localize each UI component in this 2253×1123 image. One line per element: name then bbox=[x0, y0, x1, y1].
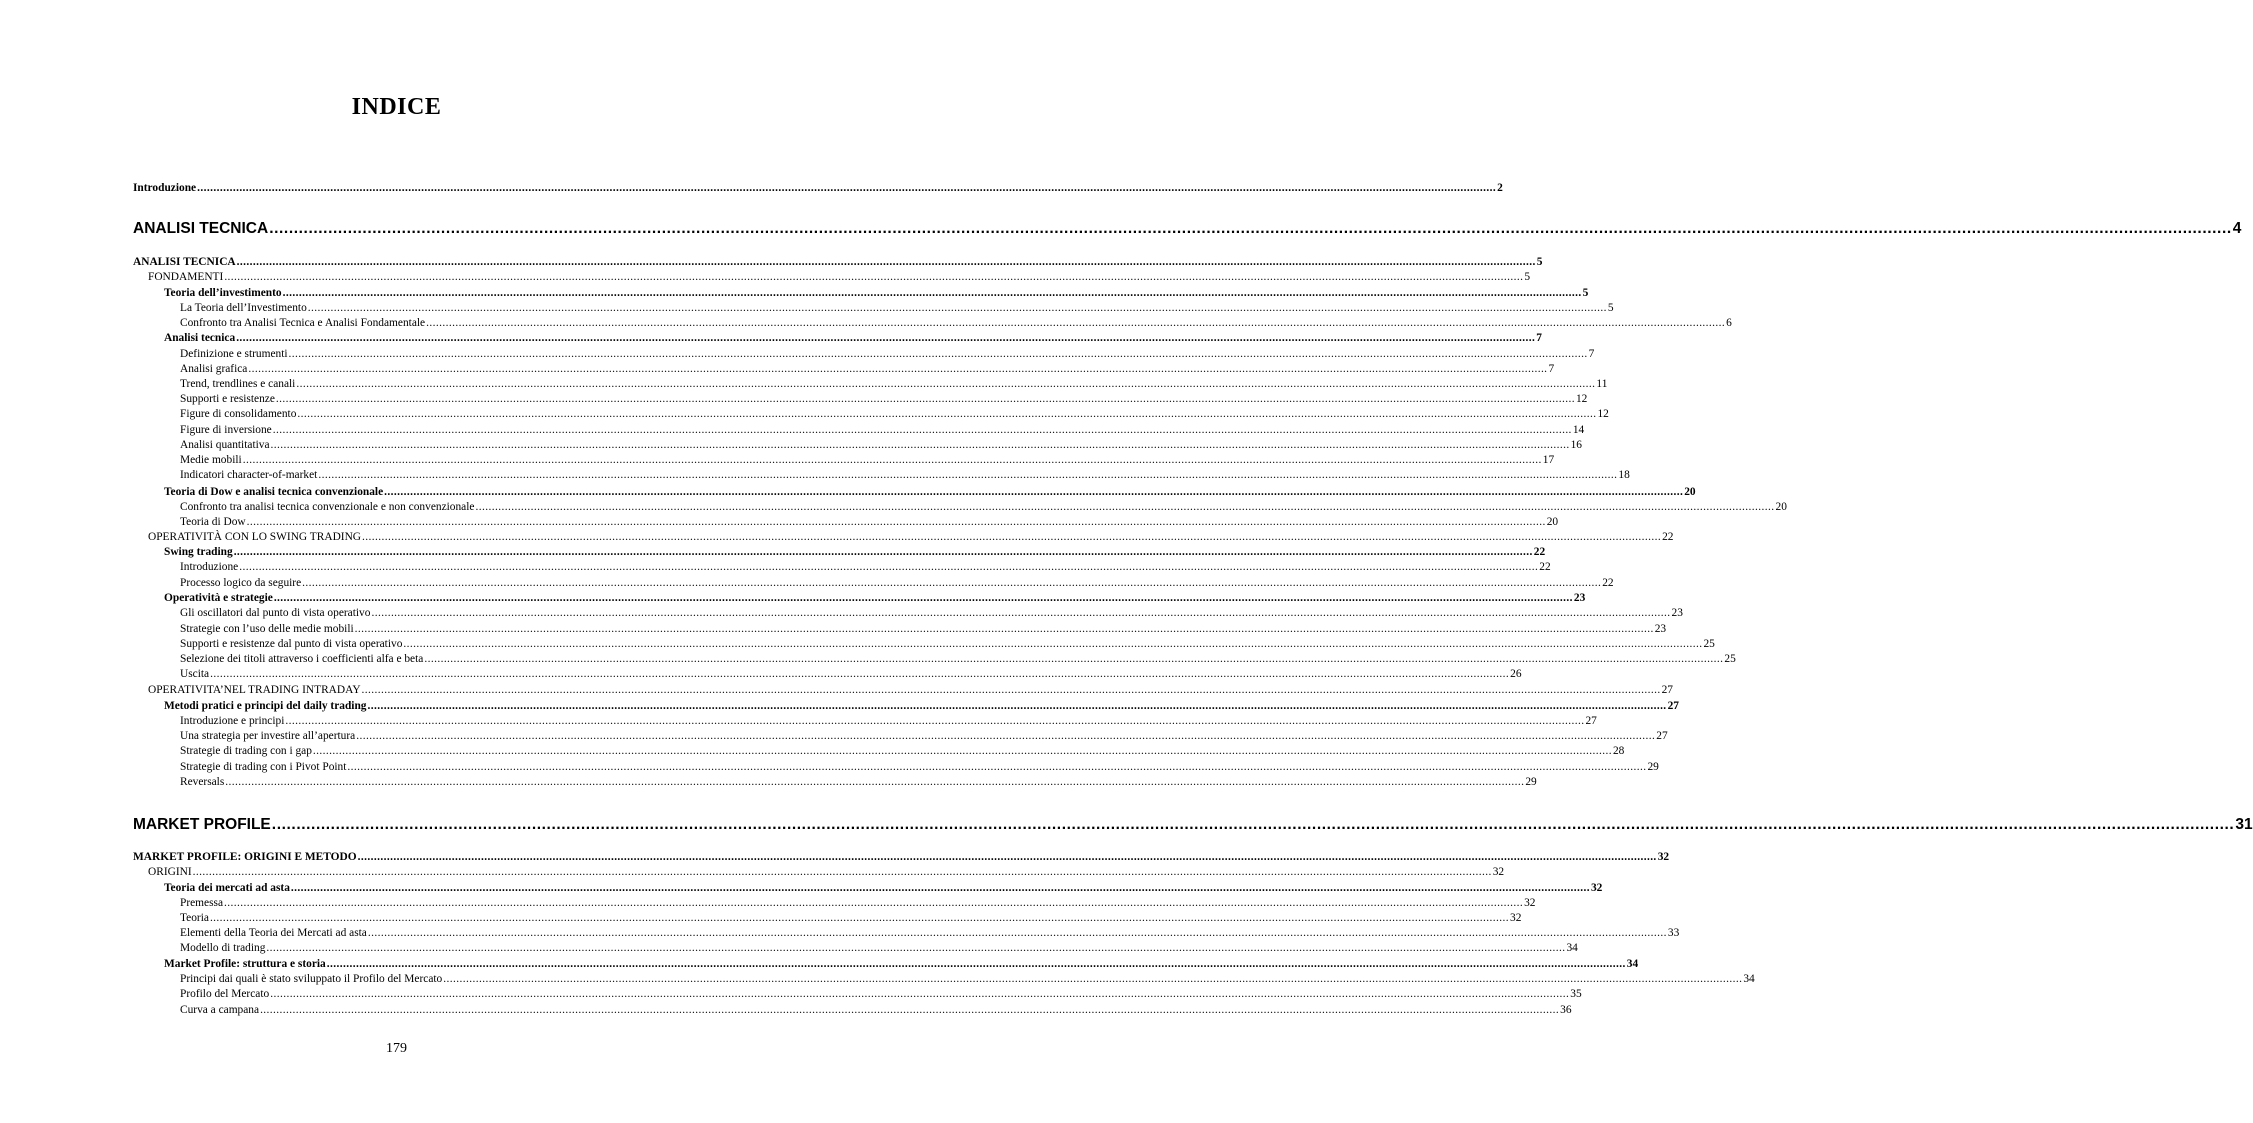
toc-entry[interactable] bbox=[148, 270, 1531, 284]
toc-leader-dots: ................................................................................................................................................................................................................................................................................................................................................................................................................ bbox=[271, 816, 2235, 833]
toc-entry-page: 22 bbox=[1533, 546, 1546, 558]
toc-leader-dots: ................................................................................................................................................................................................................................................................................................................................................................................................................ bbox=[192, 866, 1492, 878]
toc-entry-page: 22 bbox=[1539, 561, 1551, 573]
toc-entry-title: Profilo del Mercato bbox=[180, 988, 270, 1000]
toc-entry[interactable] bbox=[180, 729, 1668, 743]
toc-entry[interactable] bbox=[164, 545, 1546, 559]
toc-entry[interactable] bbox=[180, 362, 1555, 376]
toc-entry-title: Una strategia per investire all’apertura bbox=[180, 730, 356, 742]
toc-entry-title: Figure di inversione bbox=[180, 424, 272, 436]
toc-entry-title: Introduzione bbox=[180, 561, 239, 573]
toc-leader-dots: ................................................................................................................................................................................................................................................................................................................................................................................................................ bbox=[248, 363, 1548, 375]
toc-entry-page: 5 bbox=[1607, 302, 1614, 314]
toc-leader-dots: ................................................................................................................................................................................................................................................................................................................................................................................................................ bbox=[272, 424, 1572, 436]
toc-entry-page: 12 bbox=[1575, 393, 1588, 405]
toc-entry-title: Gli oscillatori dal punto di vista operativo bbox=[180, 607, 371, 619]
toc-leader-dots: ................................................................................................................................................................................................................................................................................................................................................................................................................ bbox=[288, 348, 1588, 360]
toc-entry-page: 34 bbox=[1626, 958, 1639, 970]
toc-entry[interactable] bbox=[180, 972, 1755, 986]
toc-entry-title: Figure di consolidamento bbox=[180, 408, 297, 420]
toc-entry-page: 20 bbox=[1684, 486, 1696, 498]
toc-leader-dots: ................................................................................................................................................................................................................................................................................................................................................................................................................ bbox=[197, 182, 1497, 194]
toc-entry-page: 32 bbox=[1492, 866, 1505, 878]
toc-entry-page: 6 bbox=[1726, 317, 1732, 329]
toc-entry[interactable] bbox=[180, 744, 1625, 758]
toc-entry[interactable] bbox=[180, 652, 1736, 666]
toc-entry-title: Confronto tra Analisi Tecnica e Analisi Fondamentale bbox=[180, 317, 426, 329]
toc-leader-dots: ................................................................................................................................................................................................................................................................................................................................................................................................................ bbox=[260, 1004, 1560, 1016]
toc-leader-dots: ................................................................................................................................................................................................................................................................................................................................................................................................................ bbox=[347, 761, 1647, 773]
toc-entry[interactable] bbox=[148, 683, 1673, 697]
toc-entry-title: FONDAMENTI bbox=[148, 271, 224, 283]
toc-entry[interactable] bbox=[180, 714, 1597, 728]
toc-leader-dots: ................................................................................................................................................................................................................................................................................................................................................................................................................ bbox=[367, 927, 1667, 939]
toc-entry-page: 18 bbox=[1618, 469, 1630, 481]
page-title: INDICE bbox=[351, 94, 442, 120]
toc-entry-page: 27 bbox=[1667, 700, 1679, 712]
toc-entry[interactable] bbox=[148, 865, 1505, 879]
toc-entry[interactable] bbox=[148, 530, 1674, 544]
toc-entry-title: OPERATIVITA’NEL TRADING INTRADAY bbox=[148, 684, 361, 696]
toc-entry[interactable] bbox=[180, 775, 1537, 789]
toc-entry[interactable] bbox=[180, 941, 1578, 955]
toc-entry-title: Teoria bbox=[180, 912, 209, 924]
toc-entry-page: 32 bbox=[1510, 912, 1522, 924]
toc-entry-page: 23 bbox=[1573, 592, 1586, 604]
toc-leader-dots: ................................................................................................................................................................................................................................................................................................................................................................................................................ bbox=[443, 973, 1743, 985]
toc-entry-page: 29 bbox=[1647, 761, 1659, 773]
toc-entry-title: Analisi grafica bbox=[180, 363, 248, 375]
toc-entry-title: Teoria di Dow e analisi tecnica convenzionale bbox=[164, 486, 384, 498]
toc-entry-title: Analisi quantitativa bbox=[180, 439, 270, 451]
toc-entry[interactable] bbox=[180, 987, 1582, 1001]
toc-entry-page: 5 bbox=[1582, 287, 1589, 299]
toc-entry-title: Uscita bbox=[180, 668, 210, 680]
toc-entry-page: 34 bbox=[1743, 973, 1755, 985]
toc-entry[interactable] bbox=[180, 392, 1588, 406]
toc-leader-dots: ................................................................................................................................................................................................................................................................................................................................................................................................................ bbox=[361, 684, 1661, 696]
toc-entry[interactable] bbox=[180, 1003, 1572, 1017]
toc-entry-title: Market Profile: struttura e storia bbox=[164, 958, 326, 970]
toc-entry[interactable] bbox=[180, 515, 1559, 529]
toc-entry-title: Swing trading bbox=[164, 546, 233, 558]
toc-leader-dots: ................................................................................................................................................................................................................................................................................................................................................................................................................ bbox=[326, 958, 1626, 970]
toc-entry-title: Elementi della Teoria dei Mercati ad asta bbox=[180, 927, 367, 939]
toc-entry-title: Processo logico da seguire bbox=[180, 577, 302, 589]
toc-leader-dots: ................................................................................................................................................................................................................................................................................................................................................................................................................ bbox=[275, 393, 1575, 405]
toc-entry[interactable] bbox=[133, 816, 2253, 834]
toc-entry-title: Curva a campana bbox=[180, 1004, 260, 1016]
toc-entry-title: Reversals bbox=[180, 776, 225, 788]
toc-entry[interactable] bbox=[164, 286, 1589, 300]
toc-entry[interactable] bbox=[180, 423, 1585, 437]
toc-leader-dots: ................................................................................................................................................................................................................................................................................................................................................................................................................ bbox=[424, 653, 1724, 665]
toc-leader-dots: ................................................................................................................................................................................................................................................................................................................................................................................................................ bbox=[270, 439, 1570, 451]
toc-entry[interactable] bbox=[180, 407, 1609, 421]
toc-leader-dots: ................................................................................................................................................................................................................................................................................................................................................................................................................ bbox=[225, 776, 1525, 788]
toc-leader-dots: ................................................................................................................................................................................................................................................................................................................................................................................................................ bbox=[384, 486, 1684, 498]
toc-entry-title: MARKET PROFILE: ORIGINI E METODO bbox=[133, 851, 357, 863]
toc-leader-dots: ................................................................................................................................................................................................................................................................................................................................................................................................................ bbox=[362, 531, 1662, 543]
toc-entry-page: 22 bbox=[1662, 531, 1674, 543]
toc-entry-page: 20 bbox=[1546, 516, 1559, 528]
toc-entry-title: Selezione dei titoli attraverso i coefficienti alfa e beta bbox=[180, 653, 424, 665]
toc-leader-dots: ................................................................................................................................................................................................................................................................................................................................................................................................................ bbox=[224, 271, 1524, 283]
toc-entry-page: 23 bbox=[1654, 623, 1667, 635]
toc-entry-title: La Teoria dell’Investimento bbox=[180, 302, 307, 314]
toc-entry-page: 11 bbox=[1596, 378, 1608, 390]
toc-entry-page: 16 bbox=[1570, 439, 1582, 451]
toc-leader-dots: ................................................................................................................................................................................................................................................................................................................................................................................................................ bbox=[282, 287, 1582, 299]
toc-entry-page: 4 bbox=[2232, 220, 2242, 237]
toc-entry-title: Strategie di trading con i gap bbox=[180, 745, 312, 757]
toc-entry-title: Medie mobili bbox=[180, 454, 242, 466]
toc-entry[interactable] bbox=[180, 453, 1555, 467]
toc-entry-page: 29 bbox=[1525, 776, 1537, 788]
toc-leader-dots: ................................................................................................................................................................................................................................................................................................................................................................................................................ bbox=[367, 700, 1667, 712]
toc-entry[interactable] bbox=[133, 220, 2242, 238]
toc-entry-page: 36 bbox=[1560, 1004, 1572, 1016]
toc-leader-dots: ................................................................................................................................................................................................................................................................................................................................................................................................................ bbox=[239, 561, 1539, 573]
toc-entry[interactable] bbox=[133, 850, 1670, 864]
toc-entry-page: 28 bbox=[1612, 745, 1625, 757]
toc-entry[interactable] bbox=[164, 591, 1586, 605]
toc-leader-dots: ................................................................................................................................................................................................................................................................................................................................................................................................................ bbox=[302, 577, 1602, 589]
toc-entry-page: 5 bbox=[1524, 271, 1531, 283]
toc-entry-title: Introduzione bbox=[133, 182, 197, 194]
toc-entry[interactable] bbox=[180, 560, 1551, 574]
toc-entry-page: 7 bbox=[1588, 348, 1595, 360]
toc-entry[interactable] bbox=[180, 760, 1659, 774]
toc-entry-page: 32 bbox=[1657, 851, 1670, 863]
toc-leader-dots: ................................................................................................................................................................................................................................................................................................................................................................................................................ bbox=[285, 715, 1585, 727]
toc-entry-title: Definizione e strumenti bbox=[180, 348, 288, 360]
toc-entry-title: ANALISI TECNICA bbox=[133, 220, 269, 237]
toc-entry[interactable] bbox=[164, 881, 1603, 895]
toc-leader-dots: ................................................................................................................................................................................................................................................................................................................................................................................................................ bbox=[371, 607, 1671, 619]
toc-entry[interactable] bbox=[133, 181, 1503, 195]
toc-entry[interactable] bbox=[164, 485, 1696, 499]
toc-entry-title: Supporti e resistenze dal punto di vista operativo bbox=[180, 638, 403, 650]
toc-leader-dots: ................................................................................................................................................................................................................................................................................................................................................................................................................ bbox=[269, 220, 2232, 237]
toc-entry[interactable] bbox=[164, 699, 1679, 713]
toc-leader-dots: ................................................................................................................................................................................................................................................................................................................................................................................................................ bbox=[236, 332, 1536, 344]
toc-entry-page: 14 bbox=[1572, 424, 1585, 436]
toc-entry[interactable] bbox=[133, 255, 1543, 269]
toc-leader-dots: ................................................................................................................................................................................................................................................................................................................................................................................................................ bbox=[266, 942, 1566, 954]
toc-entry-title: ORIGINI bbox=[148, 866, 192, 878]
toc-entry-page: 25 bbox=[1703, 638, 1715, 650]
toc-entry-title: Teoria dell’investimento bbox=[164, 287, 282, 299]
toc-entry[interactable] bbox=[164, 331, 1542, 345]
toc-leader-dots: ................................................................................................................................................................................................................................................................................................................................................................................................................ bbox=[210, 668, 1510, 680]
toc-entry-title: MARKET PROFILE bbox=[133, 816, 271, 833]
toc-entry-title: Strategie con l’uso delle medie mobili bbox=[180, 623, 354, 635]
toc-entry-page: 27 bbox=[1661, 684, 1673, 696]
toc-leader-dots: ................................................................................................................................................................................................................................................................................................................................................................................................................ bbox=[296, 378, 1596, 390]
toc-entry-title: Teoria di Dow bbox=[180, 516, 246, 528]
toc-leader-dots: ................................................................................................................................................................................................................................................................................................................................................................................................................ bbox=[403, 638, 1703, 650]
toc-entry-title: Principi dai quali è stato sviluppato il Profilo del Mercato bbox=[180, 973, 443, 985]
toc-leader-dots: ................................................................................................................................................................................................................................................................................................................................................................................................................ bbox=[307, 302, 1607, 314]
toc-leader-dots: ................................................................................................................................................................................................................................................................................................................................................................................................................ bbox=[426, 317, 1726, 329]
toc-entry-page: 33 bbox=[1667, 927, 1680, 939]
toc-entry[interactable] bbox=[180, 301, 1614, 315]
toc-entry[interactable] bbox=[180, 347, 1595, 361]
toc-leader-dots: ................................................................................................................................................................................................................................................................................................................................................................................................................ bbox=[242, 454, 1542, 466]
toc-leader-dots: ................................................................................................................................................................................................................................................................................................................................................................................................................ bbox=[357, 851, 1657, 863]
toc-entry-page: 20 bbox=[1775, 501, 1787, 513]
toc-entry-title: ANALISI TECNICA bbox=[133, 256, 236, 268]
toc-entry-title: Strategie di trading con i Pivot Point bbox=[180, 761, 347, 773]
toc-entry[interactable] bbox=[180, 911, 1522, 925]
toc-entry-title: Introduzione e principi bbox=[180, 715, 285, 727]
toc-entry-title: Analisi tecnica bbox=[164, 332, 236, 344]
toc-entry-title: Confronto tra analisi tecnica convenzionale e non convenzionale bbox=[180, 501, 475, 513]
toc-entry-page: 32 bbox=[1524, 897, 1536, 909]
toc-entry[interactable] bbox=[180, 316, 1732, 330]
toc-entry-page: 12 bbox=[1597, 408, 1609, 420]
toc-entry-page: 23 bbox=[1671, 607, 1683, 619]
toc-entry-title: Premessa bbox=[180, 897, 224, 909]
toc-entry-title: Modello di trading bbox=[180, 942, 266, 954]
toc-entry-title: Operatività e strategie bbox=[164, 592, 273, 604]
page-number: 179 bbox=[386, 1041, 407, 1056]
toc-leader-dots: ................................................................................................................................................................................................................................................................................................................................................................................................................ bbox=[270, 988, 1570, 1000]
toc-leader-dots: ................................................................................................................................................................................................................................................................................................................................................................................................................ bbox=[312, 745, 1612, 757]
toc-entry[interactable] bbox=[180, 637, 1715, 651]
toc-entry-page: 17 bbox=[1542, 454, 1555, 466]
toc-entry-title: Teoria dei mercati ad asta bbox=[164, 882, 290, 894]
toc-entry-title: Trend, trendlines e canali bbox=[180, 378, 296, 390]
toc-entry[interactable] bbox=[180, 468, 1630, 482]
toc-entry-page: 2 bbox=[1497, 182, 1503, 194]
toc-leader-dots: ................................................................................................................................................................................................................................................................................................................................................................................................................ bbox=[246, 516, 1546, 528]
toc-entry-page: 7 bbox=[1548, 363, 1555, 375]
toc-entry-page: 31 bbox=[2235, 816, 2253, 833]
toc-leader-dots: ................................................................................................................................................................................................................................................................................................................................................................................................................ bbox=[297, 408, 1597, 420]
toc-entry-page: 27 bbox=[1585, 715, 1597, 727]
toc-entry-page: 27 bbox=[1656, 730, 1668, 742]
toc-entry-title: Metodi pratici e principi del daily trading bbox=[164, 700, 367, 712]
toc-entry-title: OPERATIVITÀ CON LO SWING TRADING bbox=[148, 531, 362, 543]
toc-entry[interactable] bbox=[180, 896, 1536, 910]
toc-entry-title: Supporti e resistenze bbox=[180, 393, 275, 405]
toc-entry-page: 34 bbox=[1566, 942, 1578, 954]
toc-leader-dots: ................................................................................................................................................................................................................................................................................................................................................................................................................ bbox=[356, 730, 1656, 742]
toc-entry-page: 26 bbox=[1510, 668, 1522, 680]
toc-leader-dots: ................................................................................................................................................................................................................................................................................................................................................................................................................ bbox=[475, 501, 1775, 513]
toc-entry-page: 35 bbox=[1570, 988, 1582, 1000]
toc-leader-dots: ................................................................................................................................................................................................................................................................................................................................................................................................................ bbox=[318, 469, 1618, 481]
toc-entry[interactable] bbox=[180, 926, 1680, 940]
toc-entry-page: 22 bbox=[1602, 577, 1614, 589]
toc-entry[interactable] bbox=[164, 957, 1639, 971]
toc-entry[interactable] bbox=[180, 622, 1667, 636]
toc-entry-page: 25 bbox=[1724, 653, 1736, 665]
toc-leader-dots: ................................................................................................................................................................................................................................................................................................................................................................................................................ bbox=[209, 912, 1509, 924]
toc-entry[interactable] bbox=[180, 576, 1614, 590]
toc-entry[interactable] bbox=[180, 377, 1608, 391]
toc-entry[interactable] bbox=[180, 606, 1683, 620]
toc-entry-page: 7 bbox=[1536, 332, 1542, 344]
toc-entry[interactable] bbox=[180, 667, 1522, 681]
toc-leader-dots: ................................................................................................................................................................................................................................................................................................................................................................................................................ bbox=[273, 592, 1573, 604]
toc-entry-page: 32 bbox=[1590, 882, 1603, 894]
toc-entry[interactable] bbox=[180, 438, 1582, 452]
toc-entry-title: Indicatori character-of-market bbox=[180, 469, 318, 481]
toc-leader-dots: ................................................................................................................................................................................................................................................................................................................................................................................................................ bbox=[236, 256, 1536, 268]
toc-leader-dots: ................................................................................................................................................................................................................................................................................................................................................................................................................ bbox=[354, 623, 1654, 635]
toc-leader-dots: ................................................................................................................................................................................................................................................................................................................................................................................................................ bbox=[290, 882, 1590, 894]
toc-entry-page: 5 bbox=[1536, 256, 1543, 268]
toc-leader-dots: ................................................................................................................................................................................................................................................................................................................................................................................................................ bbox=[224, 897, 1524, 909]
toc-entry[interactable] bbox=[180, 500, 1787, 514]
toc-leader-dots: ................................................................................................................................................................................................................................................................................................................................................................................................................ bbox=[233, 546, 1533, 558]
